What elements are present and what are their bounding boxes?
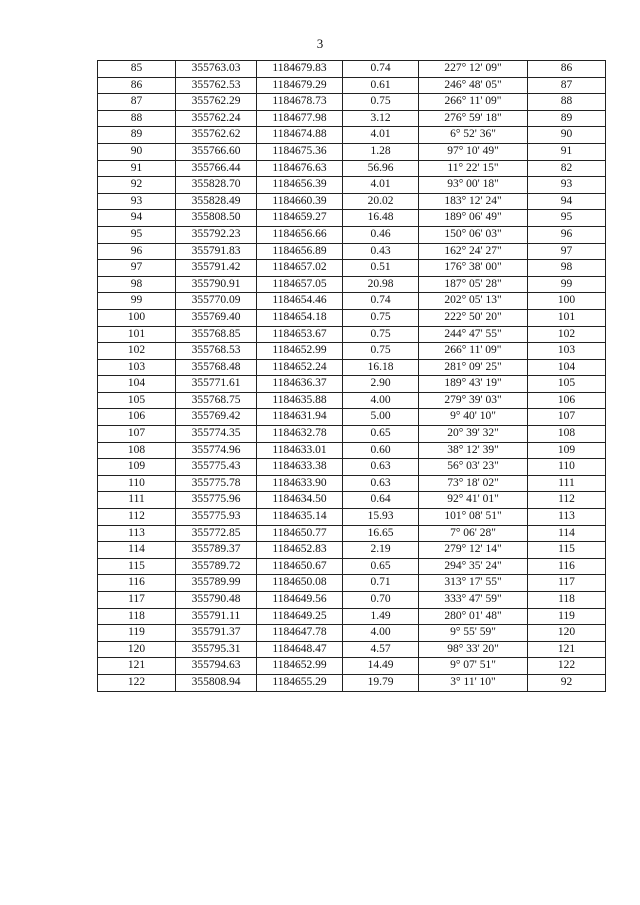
next-point-cell: 100 [528,293,606,310]
table-row [98,592,606,609]
distance-cell: 0.75 [343,309,419,326]
y-coordinate-cell: 1184649.56 [257,592,343,609]
table-row [98,293,606,310]
point-number-cell: 93 [98,193,176,210]
distance-cell: 4.01 [343,127,419,144]
x-coordinate-cell: 355775.43 [176,459,257,476]
table-row [98,77,606,94]
point-number-cell: 96 [98,243,176,260]
point-number-cell: 108 [98,442,176,459]
x-coordinate-cell: 355774.96 [176,442,257,459]
next-point-cell: 115 [528,542,606,559]
table-row [98,210,606,227]
distance-cell: 0.70 [343,592,419,609]
bearing-cell: 3° 11' 10" [419,674,528,691]
next-point-cell: 112 [528,492,606,509]
bearing-cell: 150° 06' 03" [419,226,528,243]
distance-cell: 4.00 [343,392,419,409]
x-coordinate-cell: 355769.40 [176,309,257,326]
point-number-cell: 119 [98,625,176,642]
x-coordinate-cell: 355808.94 [176,674,257,691]
y-coordinate-cell: 1184656.39 [257,177,343,194]
bearing-cell: 6° 52' 36" [419,127,528,144]
table-row [98,160,606,177]
point-number-cell: 118 [98,608,176,625]
y-coordinate-cell: 1184633.90 [257,475,343,492]
bearing-cell: 176° 38' 00" [419,260,528,277]
distance-cell: 2.19 [343,542,419,559]
next-point-cell: 118 [528,592,606,609]
bearing-cell: 294° 35' 24" [419,558,528,575]
table-row [98,658,606,675]
point-number-cell: 87 [98,94,176,111]
y-coordinate-cell: 1184675.36 [257,143,343,160]
y-coordinate-cell: 1184650.08 [257,575,343,592]
distance-cell: 0.51 [343,260,419,277]
point-number-cell: 85 [98,61,176,78]
bearing-cell: 227° 12' 09" [419,61,528,78]
bearing-cell: 9° 07' 51" [419,658,528,675]
y-coordinate-cell: 1184631.94 [257,409,343,426]
x-coordinate-cell: 355789.72 [176,558,257,575]
x-coordinate-cell: 355762.29 [176,94,257,111]
x-coordinate-cell: 355791.11 [176,608,257,625]
next-point-cell: 92 [528,674,606,691]
x-coordinate-cell: 355794.63 [176,658,257,675]
distance-cell: 0.75 [343,326,419,343]
x-coordinate-cell: 355828.49 [176,193,257,210]
table-row [98,625,606,642]
x-coordinate-cell: 355775.93 [176,509,257,526]
bearing-cell: 162° 24' 27" [419,243,528,260]
y-coordinate-cell: 1184677.98 [257,110,343,127]
table-row [98,376,606,393]
next-point-cell: 101 [528,309,606,326]
y-coordinate-cell: 1184657.05 [257,276,343,293]
y-coordinate-cell: 1184650.77 [257,525,343,542]
point-number-cell: 112 [98,509,176,526]
point-number-cell: 107 [98,426,176,443]
table-row [98,409,606,426]
point-number-cell: 105 [98,392,176,409]
x-coordinate-cell: 355789.37 [176,542,257,559]
x-coordinate-cell: 355775.96 [176,492,257,509]
y-coordinate-cell: 1184674.88 [257,127,343,144]
distance-cell: 20.02 [343,193,419,210]
table-row [98,641,606,658]
point-number-cell: 97 [98,260,176,277]
point-number-cell: 117 [98,592,176,609]
point-number-cell: 102 [98,343,176,360]
x-coordinate-cell: 355769.42 [176,409,257,426]
table-row [98,359,606,376]
next-point-cell: 82 [528,160,606,177]
next-point-cell: 94 [528,193,606,210]
distance-cell: 0.63 [343,475,419,492]
y-coordinate-cell: 1184654.46 [257,293,343,310]
y-coordinate-cell: 1184632.78 [257,426,343,443]
x-coordinate-cell: 355771.61 [176,376,257,393]
next-point-cell: 120 [528,625,606,642]
point-number-cell: 86 [98,77,176,94]
next-point-cell: 113 [528,509,606,526]
point-number-cell: 99 [98,293,176,310]
x-coordinate-cell: 355791.42 [176,260,257,277]
next-point-cell: 91 [528,143,606,160]
y-coordinate-cell: 1184649.25 [257,608,343,625]
next-point-cell: 99 [528,276,606,293]
point-number-cell: 110 [98,475,176,492]
next-point-cell: 86 [528,61,606,78]
distance-cell: 0.71 [343,575,419,592]
distance-cell: 56.96 [343,160,419,177]
y-coordinate-cell: 1184656.66 [257,226,343,243]
table-row [98,442,606,459]
bearing-cell: 7° 06' 28" [419,525,528,542]
distance-cell: 14.49 [343,658,419,675]
point-number-cell: 122 [98,674,176,691]
table-row [98,674,606,691]
coordinates-table-body [98,61,606,692]
point-number-cell: 92 [98,177,176,194]
distance-cell: 0.74 [343,61,419,78]
distance-cell: 20.98 [343,276,419,293]
y-coordinate-cell: 1184676.63 [257,160,343,177]
y-coordinate-cell: 1184650.67 [257,558,343,575]
y-coordinate-cell: 1184660.39 [257,193,343,210]
next-point-cell: 96 [528,226,606,243]
next-point-cell: 109 [528,442,606,459]
table-row [98,243,606,260]
bearing-cell: 333° 47' 59" [419,592,528,609]
table-row [98,542,606,559]
x-coordinate-cell: 355768.85 [176,326,257,343]
distance-cell: 0.60 [343,442,419,459]
point-number-cell: 120 [98,641,176,658]
distance-cell: 1.49 [343,608,419,625]
bearing-cell: 276° 59' 18" [419,110,528,127]
table-row [98,426,606,443]
bearing-cell: 202° 05' 13" [419,293,528,310]
bearing-cell: 266° 11' 09" [419,343,528,360]
bearing-cell: 73° 18' 02" [419,475,528,492]
x-coordinate-cell: 355768.75 [176,392,257,409]
distance-cell: 4.00 [343,625,419,642]
bearing-cell: 246° 48' 05" [419,77,528,94]
table-row [98,475,606,492]
bearing-cell: 11° 22' 15" [419,160,528,177]
next-point-cell: 89 [528,110,606,127]
x-coordinate-cell: 355791.83 [176,243,257,260]
x-coordinate-cell: 355775.78 [176,475,257,492]
distance-cell: 1.28 [343,143,419,160]
table-row [98,309,606,326]
x-coordinate-cell: 355762.53 [176,77,257,94]
next-point-cell: 106 [528,392,606,409]
distance-cell: 16.65 [343,525,419,542]
point-number-cell: 113 [98,525,176,542]
next-point-cell: 119 [528,608,606,625]
x-coordinate-cell: 355791.37 [176,625,257,642]
bearing-cell: 183° 12' 24" [419,193,528,210]
table-row [98,177,606,194]
y-coordinate-cell: 1184634.50 [257,492,343,509]
y-coordinate-cell: 1184633.01 [257,442,343,459]
point-number-cell: 109 [98,459,176,476]
x-coordinate-cell: 355768.48 [176,359,257,376]
next-point-cell: 98 [528,260,606,277]
point-number-cell: 114 [98,542,176,559]
x-coordinate-cell: 355766.60 [176,143,257,160]
distance-cell: 19.79 [343,674,419,691]
next-point-cell: 97 [528,243,606,260]
point-number-cell: 98 [98,276,176,293]
bearing-cell: 98° 33' 20" [419,641,528,658]
bearing-cell: 101° 08' 51" [419,509,528,526]
point-number-cell: 111 [98,492,176,509]
next-point-cell: 87 [528,77,606,94]
x-coordinate-cell: 355762.24 [176,110,257,127]
table-row [98,127,606,144]
x-coordinate-cell: 355790.48 [176,592,257,609]
y-coordinate-cell: 1184648.47 [257,641,343,658]
distance-cell: 0.46 [343,226,419,243]
table-row [98,608,606,625]
point-number-cell: 91 [98,160,176,177]
x-coordinate-cell: 355792.23 [176,226,257,243]
y-coordinate-cell: 1184652.99 [257,658,343,675]
bearing-cell: 38° 12' 39" [419,442,528,459]
table-row [98,575,606,592]
y-coordinate-cell: 1184633.38 [257,459,343,476]
y-coordinate-cell: 1184635.14 [257,509,343,526]
bearing-cell: 9° 55' 59" [419,625,528,642]
point-number-cell: 115 [98,558,176,575]
x-coordinate-cell: 355768.53 [176,343,257,360]
bearing-cell: 189° 43' 19" [419,376,528,393]
point-number-cell: 95 [98,226,176,243]
next-point-cell: 90 [528,127,606,144]
next-point-cell: 103 [528,343,606,360]
bearing-cell: 280° 01' 48" [419,608,528,625]
point-number-cell: 121 [98,658,176,675]
table-row [98,276,606,293]
bearing-cell: 279° 39' 03" [419,392,528,409]
distance-cell: 0.63 [343,459,419,476]
y-coordinate-cell: 1184652.99 [257,343,343,360]
y-coordinate-cell: 1184653.67 [257,326,343,343]
x-coordinate-cell: 355795.31 [176,641,257,658]
next-point-cell: 93 [528,177,606,194]
point-number-cell: 106 [98,409,176,426]
y-coordinate-cell: 1184636.37 [257,376,343,393]
next-point-cell: 117 [528,575,606,592]
point-number-cell: 104 [98,376,176,393]
table-row [98,343,606,360]
x-coordinate-cell: 355772.85 [176,525,257,542]
next-point-cell: 88 [528,94,606,111]
page-number: 3 [316,36,324,51]
bearing-cell: 189° 06' 49" [419,210,528,227]
bearing-cell: 187° 05' 28" [419,276,528,293]
next-point-cell: 95 [528,210,606,227]
table-row [98,260,606,277]
y-coordinate-cell: 1184679.29 [257,77,343,94]
next-point-cell: 105 [528,376,606,393]
next-point-cell: 121 [528,641,606,658]
bearing-cell: 266° 11' 09" [419,94,528,111]
distance-cell: 0.61 [343,77,419,94]
bearing-cell: 9° 40' 10" [419,409,528,426]
distance-cell: 0.43 [343,243,419,260]
y-coordinate-cell: 1184656.89 [257,243,343,260]
bearing-cell: 97° 10' 49" [419,143,528,160]
x-coordinate-cell: 355828.70 [176,177,257,194]
point-number-cell: 89 [98,127,176,144]
table-row [98,193,606,210]
table-row [98,459,606,476]
bearing-cell: 313° 17' 55" [419,575,528,592]
point-number-cell: 116 [98,575,176,592]
next-point-cell: 111 [528,475,606,492]
table-row [98,509,606,526]
next-point-cell: 116 [528,558,606,575]
distance-cell: 0.65 [343,426,419,443]
bearing-cell: 92° 41' 01" [419,492,528,509]
y-coordinate-cell: 1184655.29 [257,674,343,691]
distance-cell: 15.93 [343,509,419,526]
table-row [98,558,606,575]
x-coordinate-cell: 355790.91 [176,276,257,293]
table-row [98,94,606,111]
distance-cell: 0.64 [343,492,419,509]
y-coordinate-cell: 1184635.88 [257,392,343,409]
bearing-cell: 56° 03' 23" [419,459,528,476]
next-point-cell: 104 [528,359,606,376]
x-coordinate-cell: 355770.09 [176,293,257,310]
point-number-cell: 90 [98,143,176,160]
next-point-cell: 122 [528,658,606,675]
point-number-cell: 100 [98,309,176,326]
distance-cell: 16.48 [343,210,419,227]
next-point-cell: 110 [528,459,606,476]
distance-cell: 0.75 [343,94,419,111]
bearing-cell: 20° 39' 32" [419,426,528,443]
table-row [98,392,606,409]
y-coordinate-cell: 1184679.83 [257,61,343,78]
table-row [98,143,606,160]
x-coordinate-cell: 355763.03 [176,61,257,78]
x-coordinate-cell: 355762.62 [176,127,257,144]
next-point-cell: 108 [528,426,606,443]
distance-cell: 2.90 [343,376,419,393]
distance-cell: 3.12 [343,110,419,127]
distance-cell: 5.00 [343,409,419,426]
x-coordinate-cell: 355808.50 [176,210,257,227]
table-row [98,61,606,78]
x-coordinate-cell: 355774.35 [176,426,257,443]
y-coordinate-cell: 1184654.18 [257,309,343,326]
next-point-cell: 102 [528,326,606,343]
coordinates-table [97,60,606,692]
distance-cell: 16.18 [343,359,419,376]
next-point-cell: 107 [528,409,606,426]
bearing-cell: 244° 47' 55" [419,326,528,343]
y-coordinate-cell: 1184659.27 [257,210,343,227]
table-row [98,492,606,509]
bearing-cell: 279° 12' 14" [419,542,528,559]
y-coordinate-cell: 1184657.02 [257,260,343,277]
table-row [98,226,606,243]
point-number-cell: 103 [98,359,176,376]
next-point-cell: 114 [528,525,606,542]
x-coordinate-cell: 355766.44 [176,160,257,177]
point-number-cell: 88 [98,110,176,127]
distance-cell: 4.01 [343,177,419,194]
table-row [98,110,606,127]
table-row [98,326,606,343]
point-number-cell: 101 [98,326,176,343]
y-coordinate-cell: 1184652.83 [257,542,343,559]
x-coordinate-cell: 355789.99 [176,575,257,592]
point-number-cell: 94 [98,210,176,227]
y-coordinate-cell: 1184652.24 [257,359,343,376]
bearing-cell: 93° 00' 18" [419,177,528,194]
distance-cell: 0.74 [343,293,419,310]
table-row [98,525,606,542]
bearing-cell: 281° 09' 25" [419,359,528,376]
distance-cell: 0.65 [343,558,419,575]
y-coordinate-cell: 1184647.78 [257,625,343,642]
y-coordinate-cell: 1184678.73 [257,94,343,111]
distance-cell: 4.57 [343,641,419,658]
bearing-cell: 222° 50' 20" [419,309,528,326]
distance-cell: 0.75 [343,343,419,360]
